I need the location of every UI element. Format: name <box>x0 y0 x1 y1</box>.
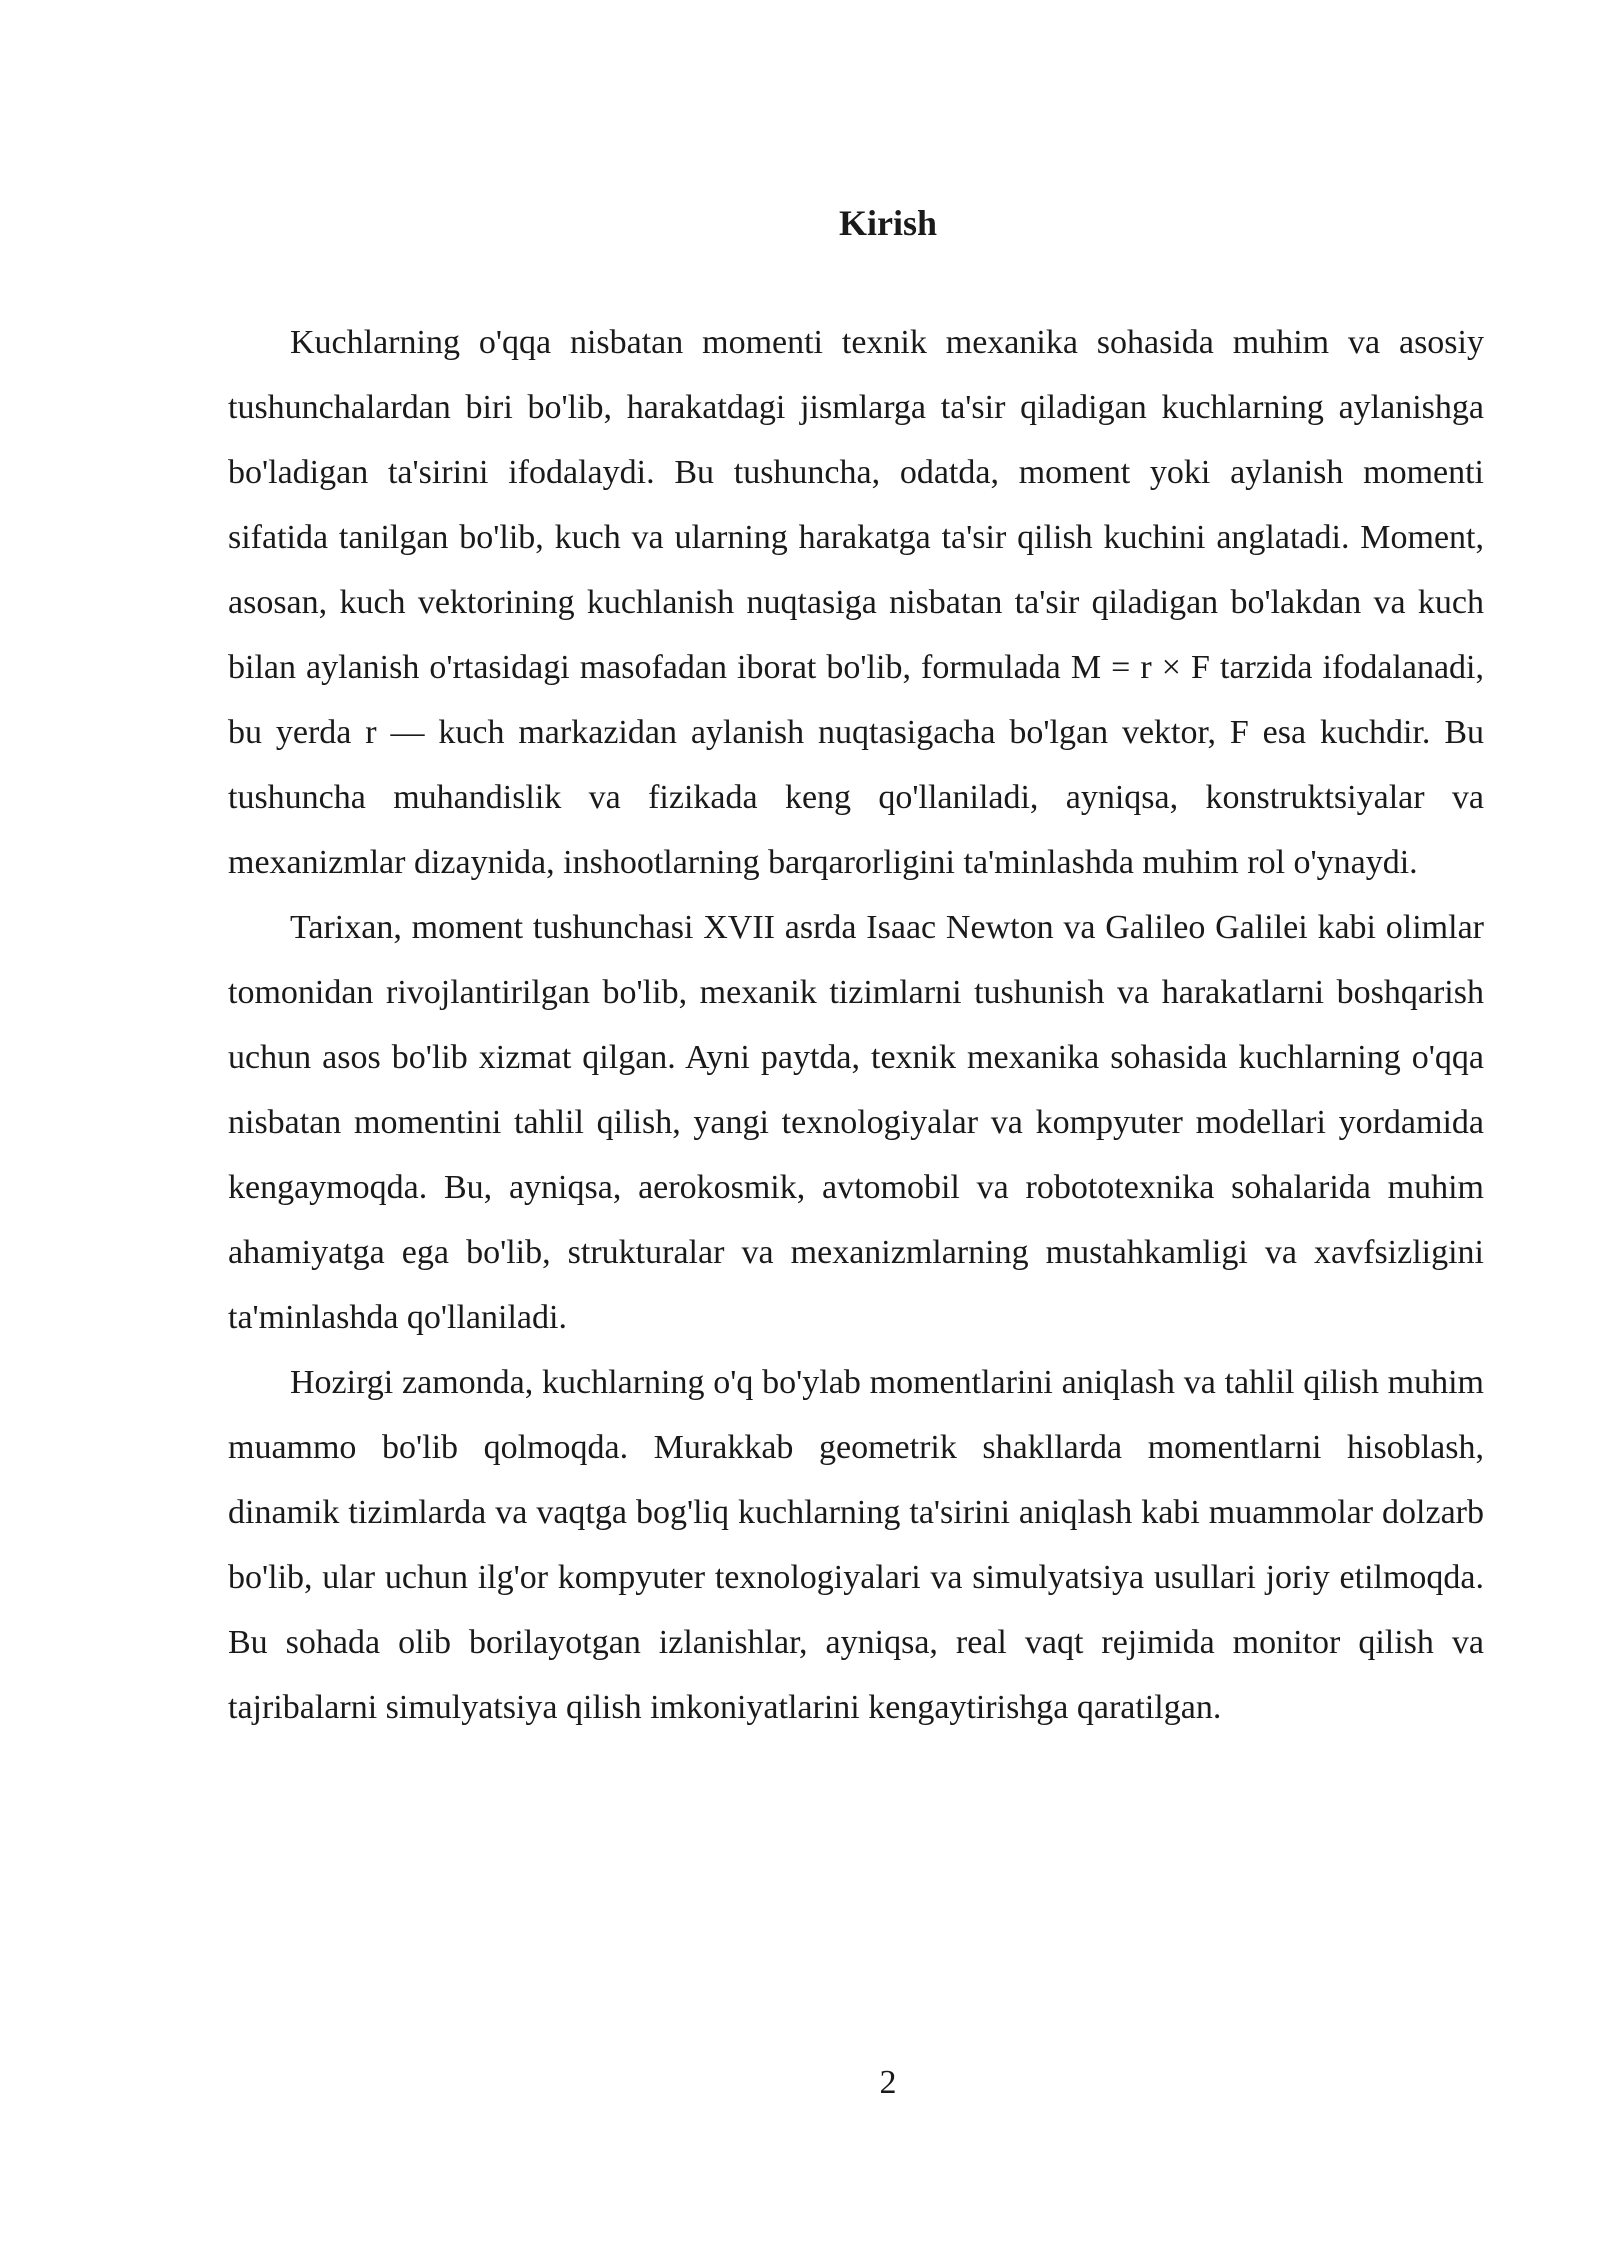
page-title: Kirish <box>838 203 937 243</box>
paragraph-3: Hozirgi zamonda, kuchlarning o'q bo'ylab momentlarini aniqlash va tahlil qilish muhim muammo bo'lib qolmoqda. Murakkab geometrik shakllarda momentlarni hisoblash, dinamik tizimlarda va vaqtga bog'liq kuchlarning ta'sirini aniqlash kabi muammolar dolzarb bo'lib, ular uchun ilg'or kompyuter texnologiyalari va simulyatsiya usullari joriy etilmoqda. Bu sohada olib borilayotgan izlanishlar, ayniqsa, real vaqt rejimida monitor qilish va tajribalarni simulyatsiya qilish imkoniyatlarini kengaytirishga qaratilgan. <box>228 1364 1484 1726</box>
paragraph-2: Tarixan, moment tushunchasi XVII asrda Isaac Newton va Galileo Galilei kabi olimlar tomonidan rivojlantirilgan bo'lib, mexanik tizimlarni tushunish va harakatlarni boshqarish uchun asos bo'lib xizmat qilgan. Ayni paytda, texnik mexanika sohasida kuchlarning o'qqa nisbatan momentini tahlil qilish, yangi texnologiyalar va kompyuter modellari yordamida kengaymoqda. Bu, ayniqsa, aerokosmik, avtomobil va robototexnika sohalarida muhim ahamiyatga ega bo'lib, strukturalar va mexanizmlarning mustahkamligi va xavfsizligini ta'minlashda qo'llaniladi. <box>228 909 1484 1336</box>
body-text <box>228 310 1484 1740</box>
paragraph-1: Kuchlarning o'qqa nisbatan momenti texnik mexanika sohasida muhim va asosiy tushunchalardan biri bo'lib, harakatdagi jismlarga ta'sir qiladigan kuchlarning aylanishga bo'ladigan ta'sirini ifodalaydi. Bu tushuncha, odatda, moment yoki aylanish momenti sifatida tanilgan bo'lib, kuch va ularning harakatga ta'sir qilish kuchini anglatadi. Moment, asosan, kuch vektorining kuchlanish nuqtasiga nisbatan ta'sir qiladigan bo'lakdan va kuch bilan aylanish o'rtasidagi masofadan iborat bo'lib, formulada M = r × F tarzida ifodalanadi, bu yerda r — kuch markazidan aylanish nuqtasigacha bo'lgan vektor, F esa kuchdir. Bu tushuncha muhandislik va fizikada keng qo'llaniladi, ayniqsa, konstruktsiyalar va mexanizmlar dizaynida, inshootlarning barqarorligini ta'minlashda muhim rol o'ynaydi. <box>228 324 1484 881</box>
page-number: 2 <box>879 2064 897 2101</box>
